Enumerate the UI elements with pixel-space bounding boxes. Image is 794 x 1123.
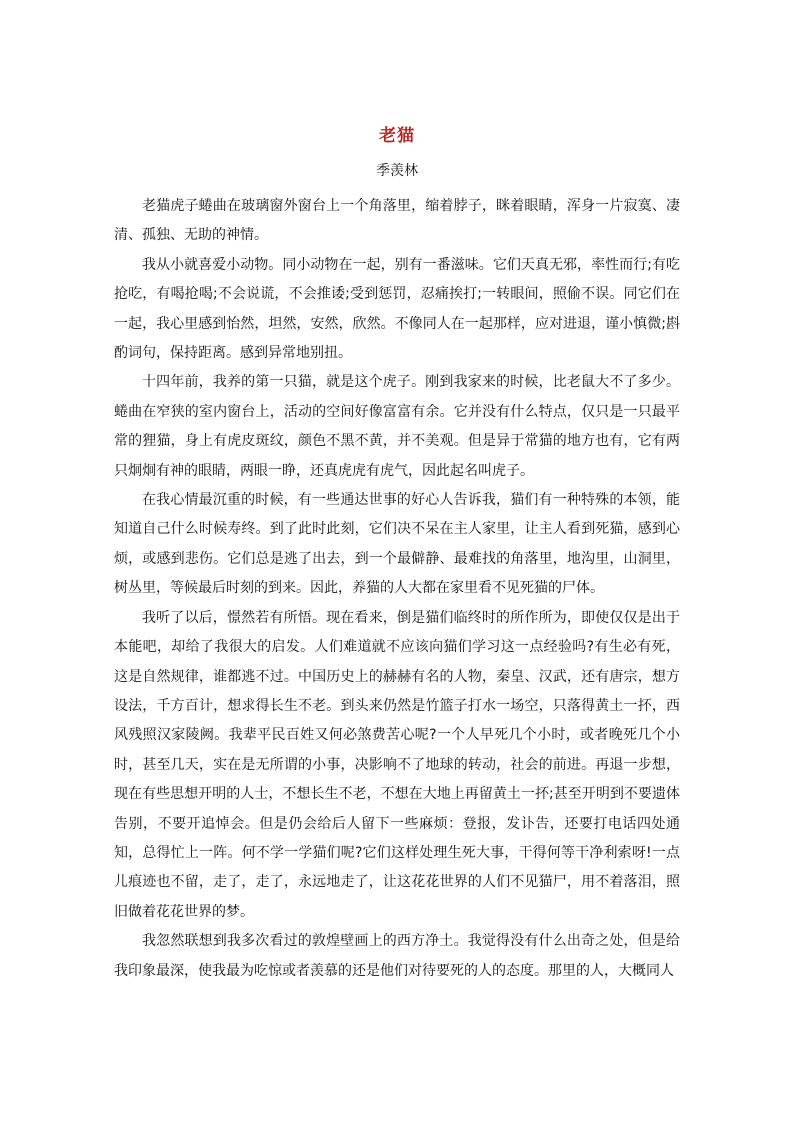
article-body — [114, 192, 680, 986]
paragraph: 我从小就喜爱小动物。同小动物在一起，别有一番滋味。它们天真无邪，率性而行;有吃抢吃，有喝抢喝;不会说谎，不会推诿;受到惩罚，忍痛挨打;一转眼间，照偷不误。同它们在一起，我心里感到怡然，坦然，安然，欣然。不像同人在一起那样，应对进退，谨小慎微;斟酌词句，保持距离。感到异常地别扭。 — [114, 256, 680, 362]
document-title: 老猫 — [379, 126, 415, 146]
paragraph: 我听了以后，憬然若有所悟。现在看来，倒是猫们临终时的所作所为，即使仅仅是出于本能吧，却给了我很大的启发。人们难道就不应该向猫们学习这一点经验吗?有生必有死，这是自然规律，谁都逃不过。中国历史上的赫赫有名的人物，秦皇、汉武，还有唐宗，想方设法，千方百计，想求得长生不老。到头来仍然是竹篮子打水一场空，只落得黄土一抔，西风残照汉家陵阙。我辈平民百姓又何必煞费苦心呢?一个人早死几个小时，或者晚死几个小时，甚至几天，实在是无所谓的小事，决影响不了地球的转动，社会的前进。再退一步想，现在有些思想开明的人士，不想长生不老，不想在大地上再留黄土一抔;甚至开明到不要遗体告别，不要开追悼会。但是仍会给后人留下一些麻烦：登报，发讣告，还要打电话四处通知，总得忙上一阵。何不学一学猫们呢?它们这样处理生死大事，干得何等干净利索呀!一点儿痕迹也不留，走了，走了，永远地走了，让这花花世界的人们不见猫尸，用不着落泪，照旧做着花花世界的梦。 — [114, 609, 680, 920]
paragraph: 在我心情最沉重的时候，有一些通达世事的好心人告诉我，猫们有一种特殊的本领，能知道自己什么时候寿终。到了此时此刻，它们决不呆在主人家里，让主人看到死猫，感到心烦，或感到悲伤。它们总是逃了出去，到一个最僻静、最难找的角落里，地沟里，山洞里，树丛里，等候最后时刻的到来。因此，养猫的人大都在家里看不见死猫的尸体。 — [114, 492, 680, 597]
paragraph: 老猫虎子蜷曲在玻璃窗外窗台上一个角落里，缩着脖子，眯着眼睛，浑身一片寂寞、凄清、孤独、无助的神情。 — [114, 198, 680, 244]
author-name: 季羡林 — [376, 163, 418, 179]
paragraph: 十四年前，我养的第一只猫，就是这个虎子。刚到我家来的时候，比老鼠大不了多少。蜷曲在窄狭的室内窗台上，活动的空间好像富富有余。它并没有什么特点，仅只是一只最平常的狸猫，身上有虎皮斑纹，颜色不黑不黄，并不美观。但是异于常猫的地方也有，它有两只炯炯有神的眼睛，两眼一睁，还真虎虎有虎气，因此起名叫虎子。 — [114, 374, 680, 479]
paragraph: 我忽然联想到我多次看过的敦煌壁画上的西方净土。我觉得没有什么出奇之处，但是给我印象最深，使我最为吃惊或者羡慕的还是他们对待要死的人的态度。那里的人，大概同人 — [114, 933, 680, 979]
